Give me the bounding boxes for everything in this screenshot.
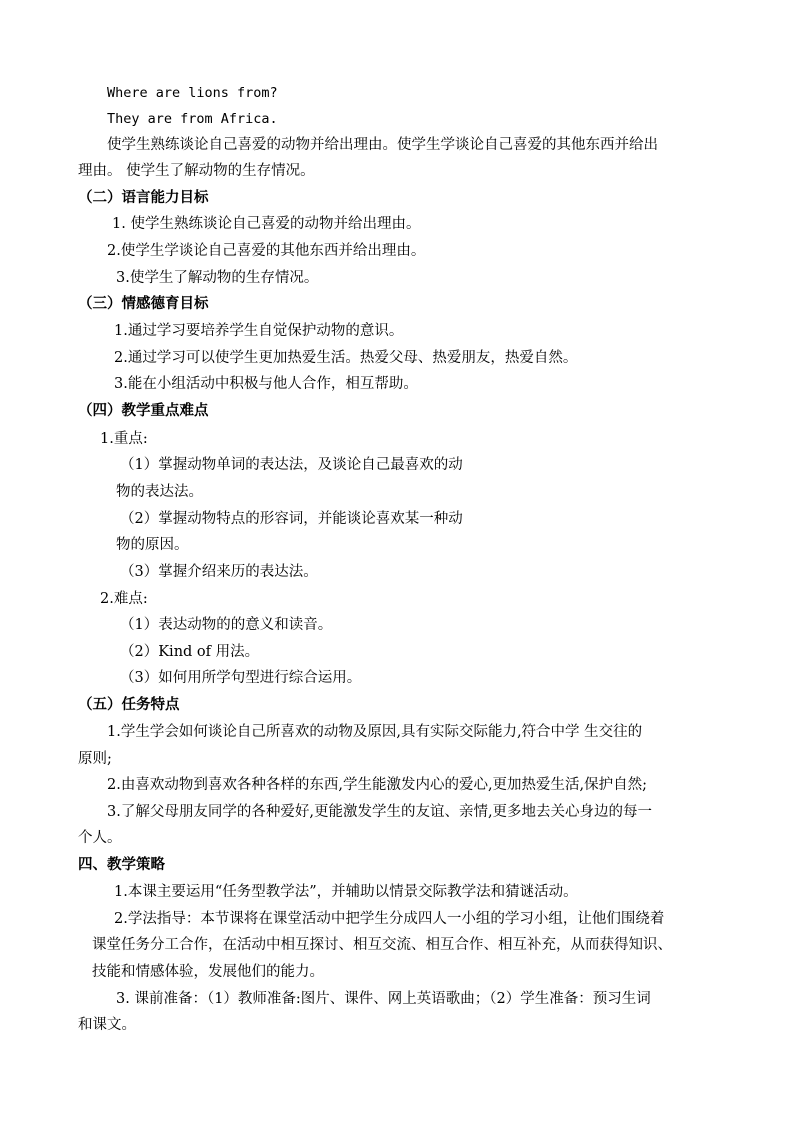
task-feature-line-2: 原则; [78, 751, 112, 767]
strategy-line-6: 和课文。 [78, 1017, 136, 1033]
language-goal-item-2: 2.使学生学谈论自己喜爱的其他东西并给出理由。 [107, 243, 426, 259]
key-point-item-3: （3）掌握介绍来历的表达法。 [120, 564, 318, 580]
task-feature-line-5: 个人。 [78, 830, 122, 846]
emotion-goal-item-1: 1.通过学习要培养学生自觉保护动物的意识。 [114, 323, 404, 339]
task-feature-line-1: 1.学生学会如何谈论自己所喜欢的动物及原因,具有实际交际能力,符合中学 生交往的 [107, 724, 643, 740]
difficulty-label: 2.难点: [100, 591, 148, 607]
strategy-line-5: 3. 课前准备：（1）教师准备:图片、课件、网上英语歌曲；（2）学生准备：预习生词 [116, 991, 651, 1007]
emotion-goal-item-2: 2.通过学习可以使学生更加热爱生活。热爱父母、热爱朋友，热爱自然。 [114, 350, 578, 366]
key-points-label: 1.重点: [100, 431, 148, 447]
section-heading-language-goals: （二）语言能力目标 [78, 190, 209, 206]
strategy-line-2: 2.学法指导：本节课将在课堂活动中把学生分成四人一小组的学习小组，让他们围绕着 [114, 911, 665, 927]
section-heading-strategy: 四、教学策略 [78, 857, 165, 873]
key-point-item-1-cont: 物的表达法。 [116, 484, 203, 500]
section-heading-task-features: （五）任务特点 [78, 697, 180, 713]
intro-paragraph-line-2: 理由。 使学生了解动物的生存情况。 [78, 163, 315, 179]
difficulty-item-3: （3）如何用所学句型进行综合运用。 [120, 670, 362, 686]
section-heading-key-points: （四）教学重点难点 [78, 403, 209, 419]
english-example-answer: They are from Africa. [107, 111, 278, 127]
section-heading-emotion-goals: （三）情感德育目标 [78, 296, 209, 312]
language-goal-item-3: 3.使学生了解动物的生存情况。 [116, 270, 319, 286]
task-feature-line-3: 2.由喜欢动物到喜欢各种各样的东西,学生能激发内心的爱心,更加热爱生活,保护自然; [107, 777, 648, 793]
difficulty-item-1: （1）表达动物的的意义和读音。 [120, 617, 333, 633]
strategy-line-3: 课堂任务分工合作，在活动中相互探讨、相互交流、相互合作、相互补充，从而获得知识、 [92, 937, 672, 953]
language-goal-item-1: 1. 使学生熟练谈论自己喜爱的动物并给出理由。 [112, 216, 421, 232]
key-point-item-1: （1）掌握动物单词的表达法，及谈论自己最喜欢的动 [120, 457, 463, 473]
key-point-item-2: （2）掌握动物特点的形容词，并能谈论喜欢某一种动 [120, 511, 463, 527]
english-example-question: Where are lions from? [107, 85, 278, 101]
strategy-line-4: 技能和情感体验，发展他们的能力。 [92, 964, 324, 980]
key-point-item-2-cont: 物的原因。 [116, 537, 189, 553]
task-feature-line-4: 3.了解父母朋友同学的各种爱好,更能激发学生的友谊、亲情,更多地去关心身边的每一 [107, 804, 653, 820]
strategy-line-1: 1.本课主要运用“任务型教学法”，并辅助以情景交际教学法和猜谜活动。 [114, 884, 578, 900]
intro-paragraph-line-1: 使学生熟练谈论自己喜爱的动物并给出理由。使学生学谈论自己喜爱的其他东西并给出 [107, 137, 658, 153]
difficulty-item-2: （2）Kind of 用法。 [120, 644, 260, 660]
emotion-goal-item-3: 3.能在小组活动中积极与他人合作，相互帮助。 [114, 376, 418, 392]
